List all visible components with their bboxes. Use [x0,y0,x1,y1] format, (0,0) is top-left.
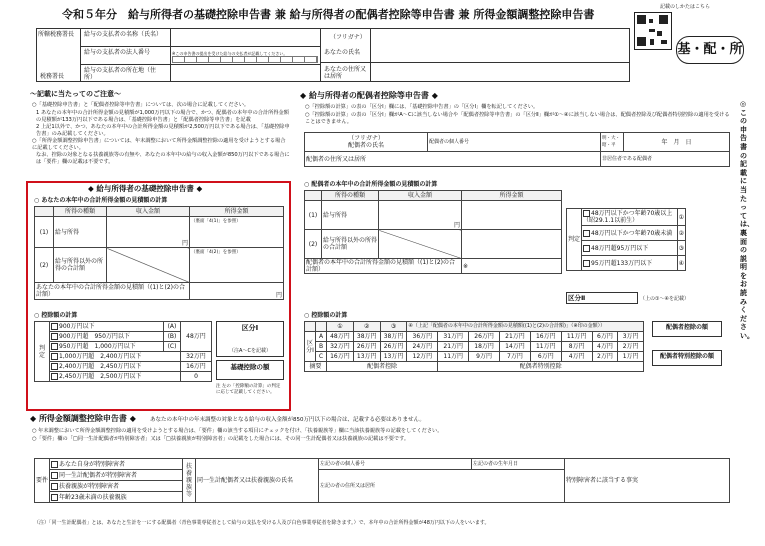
amount-48: 48万円 [181,322,212,352]
furigana-label: （フリガナ） [330,34,366,41]
spouse-number-field[interactable]: 配偶者の個人番号 [428,133,601,152]
notes-title: ～記載に当たってのご注意～ [30,90,121,98]
checkbox-icon[interactable] [51,343,58,350]
notes-line-3: 2 上記1以外で、かつ、あなたの本年中の合計所得金額の見積額が2,500万円以下である場合は、「基礎控除申告書」のみ記載してください。 [36,124,290,137]
spouse-deduction-heading: ○ 控除額の計算 [304,312,348,319]
deduction-cell: 7万円 [500,352,531,362]
special-fact-field[interactable]: 特別障害者に該当する事実 [565,459,730,503]
family-name-field[interactable]: 同一生計配偶者又は扶養親族の氏名 [196,459,319,503]
checkbox-icon[interactable] [51,353,58,360]
spouse-income-table: 所得の種類 収入金額 所得金額 (1) 給与所得 円 (2) 給与所得以外の所得の合計額 配偶者の本年中の合計所得金額の見積額（(1)と(2)の合計額） ※ [304,190,562,274]
checkbox-icon[interactable] [583,210,590,217]
judge-row-f[interactable]: 2,450万円超 2,500万円以下 [50,372,181,382]
deduction-cell: 4万円 [561,352,592,362]
spouse-info-table: （フリガナ） 配偶者の氏名 配偶者の個人番号 明・大・昭・平 年 月 日 配偶者の住所又は居所 非居住者である配偶者 [304,132,730,167]
judge-row-e[interactable]: 2,400万円超 2,450万円以下 [50,362,181,372]
basic-footnote: 注 左の「控除額の計算」の判定に応じて記載してください。 [216,384,281,395]
side-notice: ◎この申告書の記載に当たっては、裏面の説明をお読みください。 [740,100,754,341]
payer-number-field[interactable] [172,56,318,63]
deduction-cell: 38万円 [380,332,407,342]
checkbox-icon[interactable] [583,230,590,237]
deduction-cell: 6万円 [592,332,618,342]
class-1-row-key: B [316,342,327,352]
page-title: 令和５年分 給与所得者の基礎控除申告書 兼 給与所得者の配偶者控除等申告書 兼 所得金額調整控除申告書 [62,8,595,21]
deduction-cell: 4万円 [592,342,618,352]
deduction-cell: 16万円 [530,332,561,342]
qr-caption: 記載のしかたはこちら [660,4,711,10]
qr-code-icon[interactable] [634,12,672,50]
class-1-note: （注A～Cを記載） [229,348,271,354]
payer-address-label: 給与の支払者の所在地（住所） [84,67,157,81]
revenue-1[interactable]: 円 [107,217,190,248]
col-income: 所得金額 [190,207,284,217]
class-1-row-key: A [316,332,327,342]
deduction-cell: 12万円 [407,352,438,362]
spouse-title: ◆ 給与所得者の配偶者控除等申告書 ◆ [300,91,438,100]
deduction-cell: 13万円 [353,352,380,362]
spouse-name-label: 配偶者の氏名 [347,142,384,149]
basic-total-field[interactable]: 円 [190,283,284,300]
deduction-cell: 48万円 [327,332,354,342]
deduction-cell: 18万円 [469,342,500,352]
deduction-cell: 16万円 [327,352,354,362]
amount-32: 32万円 [181,352,212,362]
class-2-label: 区分Ⅱ [568,294,586,302]
deduction-cell: 31万円 [438,332,469,342]
spouse-revenue-1[interactable]: 円 [379,201,462,230]
spouse-judge-table: 判定 48万円以下かつ年齢70歳以上（昭29.1.1以前生） ① 48万円以下かつ年齢70歳未満 ② 48万円超95万円以下 ③ 95万円超133万円以下 ④ [566,208,686,271]
deduction-cell: 1万円 [618,352,644,362]
deduction-cell: 9万円 [469,352,500,362]
deduction-cell: 26万円 [380,342,407,352]
your-name-label: あなたの氏名 [324,49,361,56]
summary-cell: 配偶者控除 [327,362,438,372]
spouse-address-field[interactable]: 配偶者の住所又は居所 [305,152,601,167]
checkbox-icon[interactable] [583,245,590,252]
judge-row-b[interactable]: 900万円超 950万円以下 [50,332,164,342]
checkbox-icon[interactable] [51,323,58,330]
spouse-deduction-amount-label: 配偶者控除の額 [665,324,708,331]
adjust-subtitle: あなたの本年中の年末調整の対象となる給与の収入金額が850万円以下の場合は、記載する必要はありません。 [150,417,425,423]
spouse-special-amount-label: 配偶者特別控除の額 [659,353,714,360]
deduction-cell: 36万円 [407,332,438,342]
deduction-cell: 8万円 [561,342,592,352]
deduction-cell: 26万円 [469,332,500,342]
deduction-cell: 26万円 [353,342,380,352]
adjust-line-1: ○ 年末調整において所得金額調整控除の適用を受けようとする場合は、「要件」欄の該当する項目にチェックを付け、「扶養親族等」欄に当該扶養親族等の記載をしてください。 [32,428,443,434]
checkbox-icon[interactable] [51,363,58,370]
notes-line-2: 1 あなたの本年中の合計所得金額の見積額が1,000万円以下の場合で、かつ、配偶者の本年中の合計所得金額の見積額が133万円以下である場合は、「基礎控除申告書」と「配偶者控除等申告書」を記載 [36,110,289,123]
adjust-table: 要件 あなた自身が特別障害者 扶養親族等 同一生計配偶者又は扶養親族の氏名 左記の者の個人番号 左記の者の生年月日 特別障害者に該当する事実 同一生計配偶者が特別障害者 左記の者の住所又は居所 扶養親族が特別障害者 年齢23歳未満の扶養親族 [34,458,730,503]
class-2-note: （上の①～④を記載） [640,296,689,302]
row-other: 給与所得以外の所得の合計額 [54,248,107,283]
basic-deduction-heading: ○ 控除額の計算 [34,312,78,319]
col-type: 所得の種類 [54,207,107,217]
adjust-line-2: ○「要件」欄の「□同一生計配偶者が特別障害者」又は「□扶養親族が特別障害者」の記載をした場合には、その同一生計配偶者又は扶養親族の記載は不要です。 [32,436,410,442]
checkbox-icon[interactable] [51,333,58,340]
spouse-deduction-table: ① ② ③ ④（上記「配偶者の本年中の合計所得金額の見積額((1)と(2)の合計額)」（※印の金額）） 区分Ⅰ A 48万円 38万円 38万円 36万円 31万円 26万円 21万円 16万円 11万円 6万円 3万円 B 32万円 26万円 26万円 24万円 21万円 18万円 14万円 11万円 8万円 4万円 2万円 C 16万円 13万円 13万円 12万円 11万円 9万円 7万円 6万円 4万円 2万円 1万円 摘要 配偶者控除 配偶者特別控除 [304,321,644,372]
basic-deduction-label: 基礎控除の額 [230,363,270,371]
deduction-cell: 6万円 [530,352,561,362]
checkbox-icon[interactable] [51,472,58,479]
basic-judge-table: 判 定 900万円以下 (A) 48万円 900万円超 950万円以下 (B) 950万円超 1,000万円以下 (C) 1,000万円超 2,400万円以下 32万円 2,400万円超 2,450万円以下 16万円 2,450万円超 2,500万円以下 0 [34,321,212,382]
basic-total-label: あなたの本年中の合計所得金額の見積額（(1)と(2)の合計額） [35,283,190,300]
basic-income-heading: ○ あなたの本年中の合計所得金額の見積額の計算 [34,197,168,204]
spouse-total-field[interactable]: ※ [462,259,562,274]
nonresident-field[interactable]: 非居住者である配偶者 [601,152,730,167]
adjust-footer: （注）「同一生計配偶者」とは、あなたと生計を一にする配偶者（青色事業専従者として給与の支払を受ける人及び白色事業専従者を除きます。）で、本年中の合計所得金額が48万円以下の人をいいます。 [34,520,490,526]
notes-line-5: なお、控除の対象となる扶養親族等の有無や、あなたの本年中の給与の収入金額が850万円以下である場合には「要件」欄の記載は不要です。 [36,152,290,165]
deduction-cell: 2万円 [618,342,644,352]
notes-line-1: ○「基礎控除申告書」と「配偶者控除等申告書」については、次の場合に記載してください。 [32,102,250,108]
col-revenue: 収入金額 [107,207,190,217]
deduction-cell: 11万円 [438,352,469,362]
spouse-birth-field[interactable]: 年 月 日 [624,133,730,152]
checkbox-icon[interactable] [583,260,590,267]
summary-cell: 摘要 [305,362,327,372]
deduction-cell: 38万円 [353,332,380,342]
checkbox-icon[interactable] [51,373,58,380]
spouse-income-1[interactable] [462,201,562,230]
income-1[interactable]: （裏面「4(1)」を参照） [190,217,284,248]
spouse-income-heading: ○ 配偶者の本年中の合計所得金額の見積額の計算 [304,181,438,188]
class-1-row-key: C [316,352,327,362]
basic-income-table: 所得の種類 収入金額 所得金額 (1) 給与所得 円 （裏面「4(1)」を参照） (2) 給与所得以外の所得の合計額 （裏面「4(2)」を参照） あなたの本年中の合計所得金額の見積額（(1)と(2)の合計額） 円 [36,208,282,299]
tax-office-suffix: 税務署長 [40,73,65,80]
checkbox-icon[interactable] [51,494,58,501]
payer-note: ※この申告書の提出を受けた給与の支払者が記載してください。 [172,51,288,56]
deduction-cell: 32万円 [327,342,354,352]
deduction-cell: 21万円 [500,332,531,342]
judge-row-c[interactable]: 950万円超 1,000万円以下 [50,342,164,352]
deduction-cell: 11万円 [530,342,561,352]
tax-office-label: 所轄税務署長 [38,31,75,38]
deduction-cell: 24万円 [407,342,438,352]
spouse-income-2[interactable] [462,230,562,259]
family-number-field[interactable]: 左記の者の個人番号 [319,459,472,470]
spouse-intro-1: ○「控除額の計算」の表の「区分Ⅰ」欄には、「基礎控除申告書」の「区分Ⅰ」欄を転記してください。 [305,104,539,110]
judge-label: 判 定 [35,322,50,382]
summary-cell: 配偶者特別控除 [438,362,644,372]
deduction-cell: 21万円 [438,342,469,352]
deduction-cell: 11万円 [561,332,592,342]
family-address-field[interactable]: 左記の者の住所又は居所 [319,470,565,503]
deduction-cell: 14万円 [500,342,531,352]
judge-row-d[interactable]: 1,000万円超 2,400万円以下 [50,352,181,362]
family-birth-field[interactable]: 左記の者の生年月日 [472,459,565,470]
your-address-label: あなたの住所又は居所 [324,66,367,80]
deduction-cell: 2万円 [592,352,618,362]
payer-number-label: 給与の支払者の法人番号 [84,49,151,56]
deduction-cell: 3万円 [618,332,644,342]
checkbox-icon[interactable] [51,483,58,490]
row-salary: 給与所得 [54,217,107,248]
adjust-title: ◆ 所得金額調整控除申告書 ◆ [30,414,136,423]
form-type-stamp: 基・配・所 [676,36,744,64]
notes-line-4: ○「所得金額調整控除申告書」については、年末調整において所得金額調整控除の適用を受けようとする場合に記載してください。 [32,138,286,151]
class-1-header: 区分Ⅰ [305,332,316,362]
amount-16: 16万円 [181,362,212,372]
spouse-intro-2: ○「控除額の計算」の表の「区分Ⅰ」欄がA～Cに該当しない場合や「配偶者控除等申告書」の「区分Ⅱ」欄が①～④に該当しない場合は、配偶者控除及び配偶者特別控除の適用を受けることはできません。 [305,112,730,125]
judge-row-a[interactable]: 900万円以下 [50,322,164,332]
payer-name-label: 給与の支払者の名称（氏名） [84,31,163,38]
class-1-label: 区分Ⅰ [241,324,259,332]
deduction-cell: 13万円 [380,352,407,362]
basic-title: ◆ 給与所得者の基礎控除申告書 ◆ [88,184,203,193]
checkbox-icon[interactable] [51,461,58,468]
income-2[interactable]: （裏面「4(2)」を参照） [190,248,284,283]
